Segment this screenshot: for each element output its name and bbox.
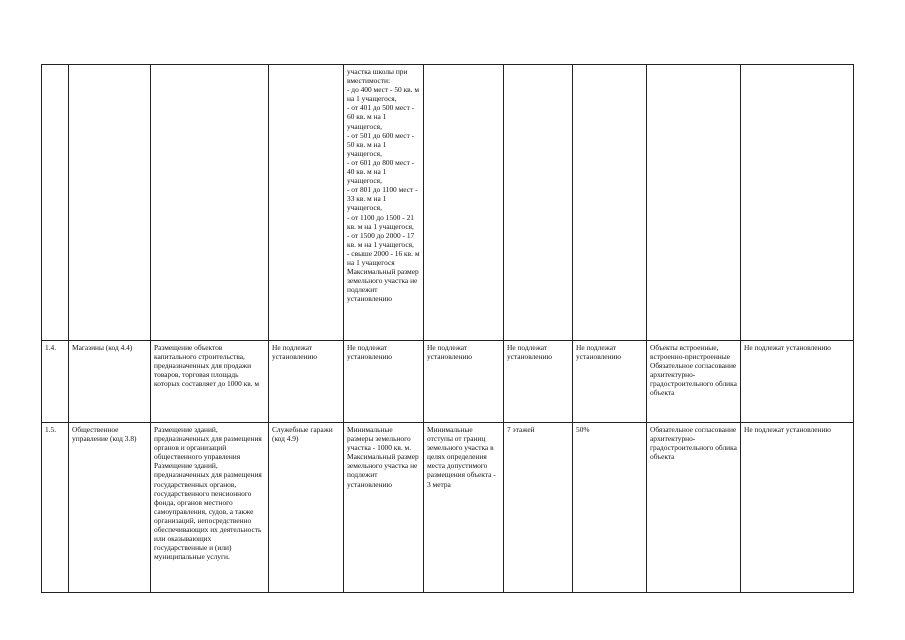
floors-cell: 7 этажей	[504, 423, 573, 593]
restrictions-cell: Объекты встроенные, встроенно-пристроенные Обязательное согласование архитектурно-градостроительного облика объекта	[647, 341, 741, 423]
use-description-cell: Размещение объектов капитального строительства, предназначенных для продажи товаров, торговая площадь которых составляет до 1000 кв. м	[151, 341, 269, 423]
plot-size-cell: участка школы при вместимости: - до 400 мест - 50 кв. м на 1 учащегося, - от 401 до 500 мест - 60 кв. м на 1 учащегося, - от 501 до 600 мест - 50 кв. м на 1 учащегося, - от 601 до 800 мест - 40 кв. м на 1 учащегося, - от 801 до 1100 мест - 33 кв. м на 1 учащегося, - от 1100 до 1500 - 21 кв. м на 1 учащегося, - от 1500 до 2000 - 17 кв. м на 1 учащегося, - свыше 2000 - 16 кв. м на 1 учащегося Максимальный размер земельного участка не подлежит установлению	[344, 65, 424, 341]
use-name-cell: Общественное управление (код 3.8)	[69, 423, 151, 593]
auxiliary-uses-cell: Служебные гаражи (код 4.9)	[269, 423, 344, 593]
setbacks-cell: Не подлежат установлению	[424, 341, 504, 423]
restrictions-cell	[647, 65, 741, 341]
coverage-cell: Не подлежат установлению	[573, 341, 647, 423]
other-params-cell: Не подлежат установлению	[741, 341, 854, 423]
row-number-cell	[42, 65, 69, 341]
setbacks-cell	[424, 65, 504, 341]
restrictions-cell: Обязательное согласование архитектурно-градостроительного облика объекта	[647, 423, 741, 593]
plot-size-cell: Минимальные размеры земельного участка - 1000 кв. м. Максимальный размер земельного участка не подлежит установлению	[344, 423, 424, 593]
plot-size-cell: Не подлежат установлению	[344, 341, 424, 423]
use-name-cell	[69, 65, 151, 341]
floors-cell: Не подлежат установлению	[504, 341, 573, 423]
use-description-cell	[151, 65, 269, 341]
other-params-cell	[741, 65, 854, 341]
auxiliary-uses-cell	[269, 65, 344, 341]
use-description-cell: Размещение зданий, предназначенных для размещения органов и организаций общественного управления Размещение зданий, предназначенных для размещения государственных органов, государственного пенсионного фонда, органов местного самоуправления, судов, а также организаций, непосредственно обеспечивающих их деятельность или оказывающих государственные и (или) муниципальные услуги.	[151, 423, 269, 593]
row-number-cell: 1.5.	[42, 423, 69, 593]
table-row	[42, 341, 854, 423]
use-name-cell: Магазины (код 4.4)	[69, 341, 151, 423]
floors-cell	[504, 65, 573, 341]
auxiliary-uses-cell: Не подлежат установлению	[269, 341, 344, 423]
row-number-cell: 1.4.	[42, 341, 69, 423]
coverage-cell: 50%	[573, 423, 647, 593]
table-row	[42, 65, 854, 341]
table-row	[42, 423, 854, 593]
other-params-cell: Не подлежат установлению	[741, 423, 854, 593]
setbacks-cell: Минимальные отступы от границ земельного участка в целях определения места допустимого размещения объекта - 3 метра	[424, 423, 504, 593]
zoning-regulations-table	[41, 64, 854, 593]
coverage-cell	[573, 65, 647, 341]
